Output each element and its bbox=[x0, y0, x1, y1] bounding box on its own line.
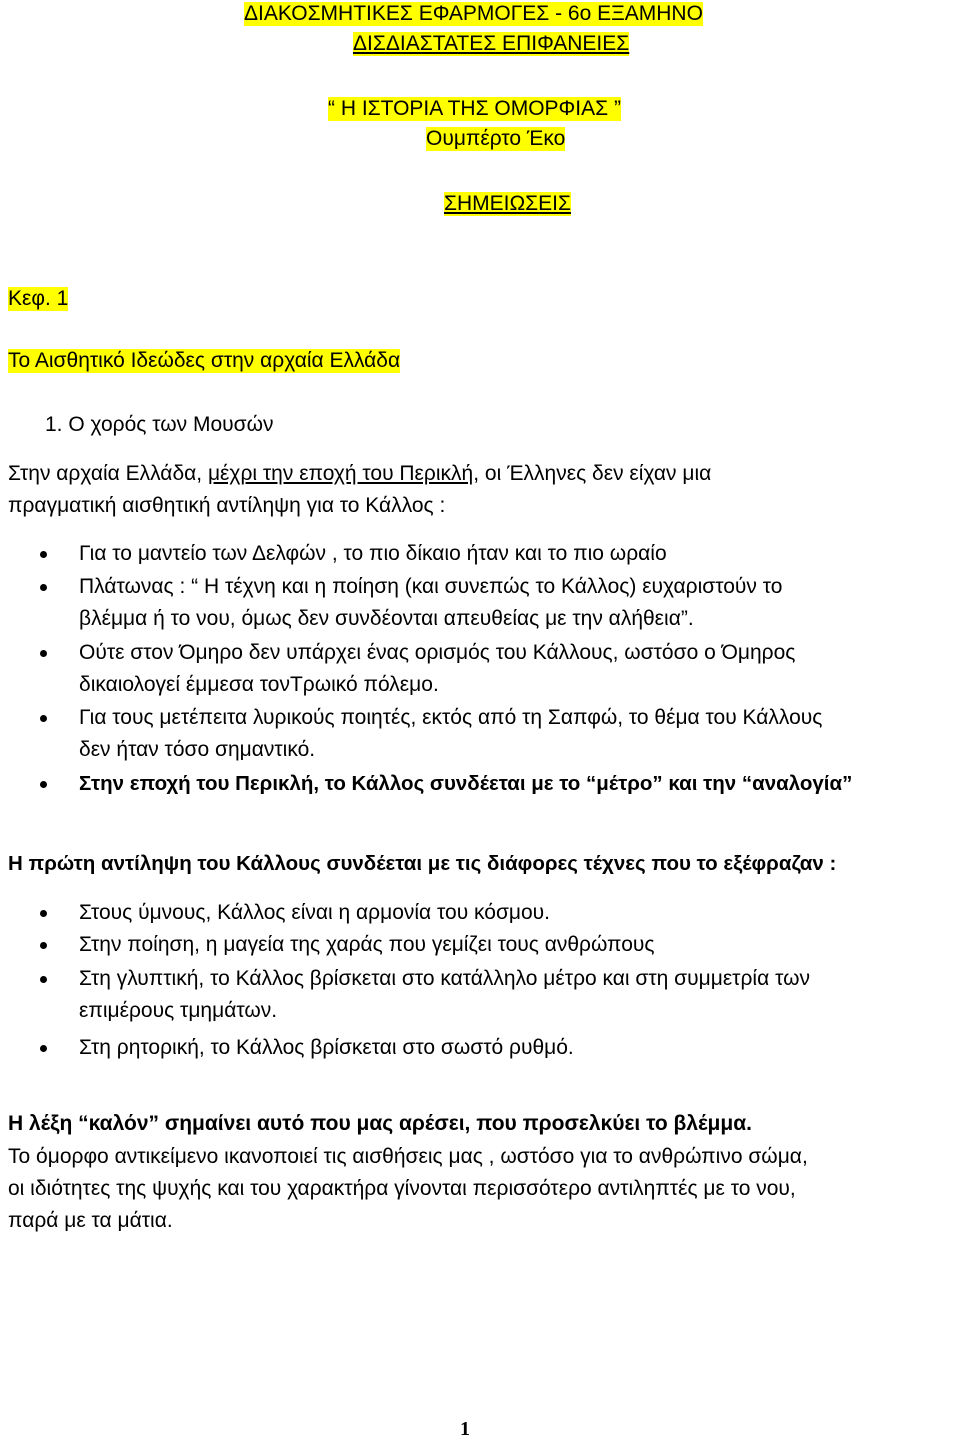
list-item: δικαιολογεί έμμεσα τονΤρωικό πόλεμο. bbox=[79, 673, 439, 696]
chapter-label: Κεφ. 1 bbox=[8, 287, 69, 310]
intro-emphasis: μέχρι την εποχή του Περικλή bbox=[207, 462, 474, 485]
paragraph-line: Το όμορφο αντικείμενο ικανοποιεί τις αισθήσεις μας , ωστόσο για το ανθρώπινο σώμα, bbox=[8, 1145, 808, 1168]
paragraph-line: παρά με τα μάτια. bbox=[8, 1209, 173, 1232]
section-heading: 1. Ο χορός των Μουσών bbox=[45, 413, 274, 436]
list-item: επιμέρους τμημάτων. bbox=[79, 999, 278, 1022]
bullet-icon bbox=[40, 1045, 47, 1052]
section-heading: Η πρώτη αντίληψη του Κάλλους συνδέεται με τις διάφορες τέχνες που το εξέφραζαν : bbox=[8, 852, 837, 875]
list-item: Ούτε στον Όμηρο δεν υπάρχει ένας ορισμός του Κάλλους, ωστόσο ο Όμηρος bbox=[79, 641, 796, 664]
bullet-icon bbox=[40, 551, 47, 558]
list-item: Στη ρητορική, το Κάλλος βρίσκεται στο σωστό ρυθμό. bbox=[79, 1036, 574, 1059]
bullet-icon bbox=[40, 976, 47, 983]
list-item: Στη γλυπτική, το Κάλλος βρίσκεται στο κατάλληλο μέτρο και στη συμμετρία των bbox=[79, 967, 810, 990]
list-item: Για τους μετέπειτα λυρικούς ποιητές, εκτός από τη Σαπφώ, το θέμα του Κάλλους bbox=[79, 706, 823, 729]
list-item: Για το μαντείο των Δελφών , το πιο δίκαιο ήταν και το πιο ωραίο bbox=[79, 542, 667, 565]
book-author: Ουμπέρτο Έκο bbox=[426, 127, 566, 150]
bullet-icon bbox=[40, 650, 47, 657]
intro-text: , οι Έλληνες δεν είχαν μια bbox=[473, 462, 712, 485]
list-item: δεν ήταν τόσο σημαντικό. bbox=[79, 738, 316, 761]
book-title: “ Η ΙΣΤΟΡΙΑ ΤΗΣ ΟΜΟΡΦΙΑΣ ” bbox=[328, 97, 621, 120]
intro-text: Στην αρχαία Ελλάδα, bbox=[8, 462, 208, 485]
list-item: Στους ύμνους, Κάλλος είναι η αρμονία του κόσμου. bbox=[79, 901, 551, 924]
intro-line-2: πραγματική αισθητική αντίληψη για το Κάλλος : bbox=[8, 494, 446, 517]
bullet-icon bbox=[40, 942, 47, 949]
list-item: Στην εποχή του Περικλή, το Κάλλος συνδέεται με το “μέτρο” και την “αναλογία” bbox=[79, 772, 853, 795]
list-item: Πλάτωνας : “ Η τέχνη και η ποίηση (και συνεπώς το Κάλλος) ευχαριστούν το bbox=[79, 575, 783, 598]
course-title: ΔΙΑΚΟΣΜΗΤΙΚΕΣ ΕΦΑΡΜΟΓΕΣ - 6ο ΕΞΑΜΗΝΟ bbox=[244, 2, 703, 25]
notes-heading: ΣΗΜΕΙΩΣΕΙΣ bbox=[444, 192, 571, 215]
section-heading: Η λέξη “καλόν” σημαίνει αυτό που μας αρέσει, που προσελκύει το βλέμμα. bbox=[8, 1112, 752, 1135]
list-item: Στην ποίηση, η μαγεία της χαράς που γεμίζει τους ανθρώπους bbox=[79, 933, 655, 956]
page-number: 1 bbox=[460, 1418, 470, 1440]
chapter-title: Το Αισθητικό Ιδεώδες στην αρχαία Ελλάδα bbox=[8, 349, 401, 372]
course-subtitle: ΔΙΣΔΙΑΣΤΑΤΕΣ ΕΠΙΦΑΝΕΙΕΣ bbox=[353, 32, 630, 55]
bullet-icon bbox=[40, 781, 47, 788]
bullet-icon bbox=[40, 910, 47, 917]
bullet-icon bbox=[40, 715, 47, 722]
bullet-icon bbox=[40, 584, 47, 591]
intro-line-1 bbox=[8, 462, 711, 486]
list-item: βλέμμα ή το νου, όμως δεν συνδέονται απευθείας με την αλήθεια”. bbox=[79, 607, 694, 630]
paragraph-line: οι ιδιότητες της ψυχής και του χαρακτήρα γίνονται περισσότερο αντιληπτές με το νου, bbox=[8, 1177, 796, 1200]
